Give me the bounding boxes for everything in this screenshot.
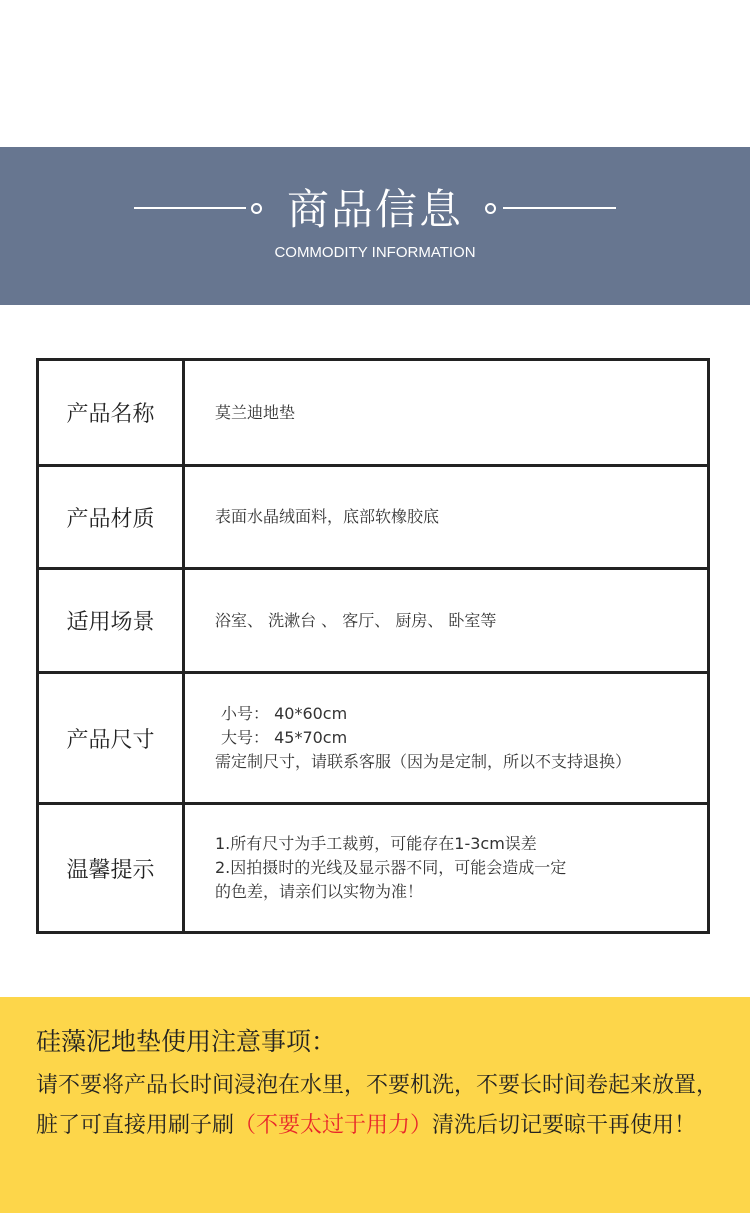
spec-value-line: 需定制尺寸，请联系客服（因为是定制，所以不支持退换） bbox=[215, 752, 632, 771]
spec-value-line: 表面水晶绒面料，底部软橡胶底 bbox=[215, 507, 440, 526]
spec-row-size bbox=[39, 674, 707, 805]
page-title: 商品信息 bbox=[286, 185, 463, 234]
spec-label: 产品材质 bbox=[39, 467, 185, 567]
spec-row-material bbox=[39, 467, 707, 570]
spec-row-name bbox=[39, 361, 707, 467]
spec-table bbox=[36, 358, 710, 934]
spec-label: 适用场景 bbox=[39, 570, 185, 671]
page-subtitle: COMMODITY INFORMATION bbox=[274, 244, 476, 261]
notice-body-text-end: 清洗后切记要晾干再使用！ bbox=[432, 1113, 697, 1138]
notice-warning-text: （不要太过于用力） bbox=[234, 1113, 433, 1138]
spec-label: 温馨提示 bbox=[39, 805, 185, 931]
spec-row-tips bbox=[39, 805, 707, 931]
spec-value-line: 1.所有尺寸为手工裁剪，可能存在1-3cm误差 bbox=[215, 834, 537, 853]
notice-title: 硅藻泥地垫使用注意事项： bbox=[36, 1027, 337, 1056]
spec-value bbox=[215, 361, 699, 464]
spec-value bbox=[215, 467, 699, 567]
spec-value-line: 莫兰迪地垫 bbox=[215, 402, 296, 422]
banner-right-dot-icon bbox=[485, 203, 496, 214]
spec-row-scenario bbox=[39, 570, 707, 674]
spec-value bbox=[215, 674, 699, 802]
spec-value-line: 2.因拍摄时的光线及显示器不同，可能会造成一定 bbox=[215, 858, 567, 877]
spec-value bbox=[215, 570, 699, 671]
spec-label: 产品名称 bbox=[39, 361, 185, 464]
spec-value bbox=[215, 805, 699, 931]
banner-right-line bbox=[503, 207, 616, 209]
spec-label: 产品尺寸 bbox=[39, 674, 185, 802]
spec-value-line: 大号： 45*70cm bbox=[221, 728, 348, 747]
spec-value-line: 小号： 40*60cm bbox=[221, 704, 348, 723]
spec-value-line: 的色差，请亲们以实物为准！ bbox=[215, 882, 424, 901]
spec-value-line: 浴室、 洗漱台 、 客厅、 厨房、 卧室等 bbox=[215, 610, 497, 630]
notice-body-text: 请不要将产品长时间浸泡在水里，不要机洗，不要长时间卷起来放置，脏了可直接用刷子刷 bbox=[36, 1073, 719, 1138]
notice-body bbox=[36, 1066, 726, 1146]
